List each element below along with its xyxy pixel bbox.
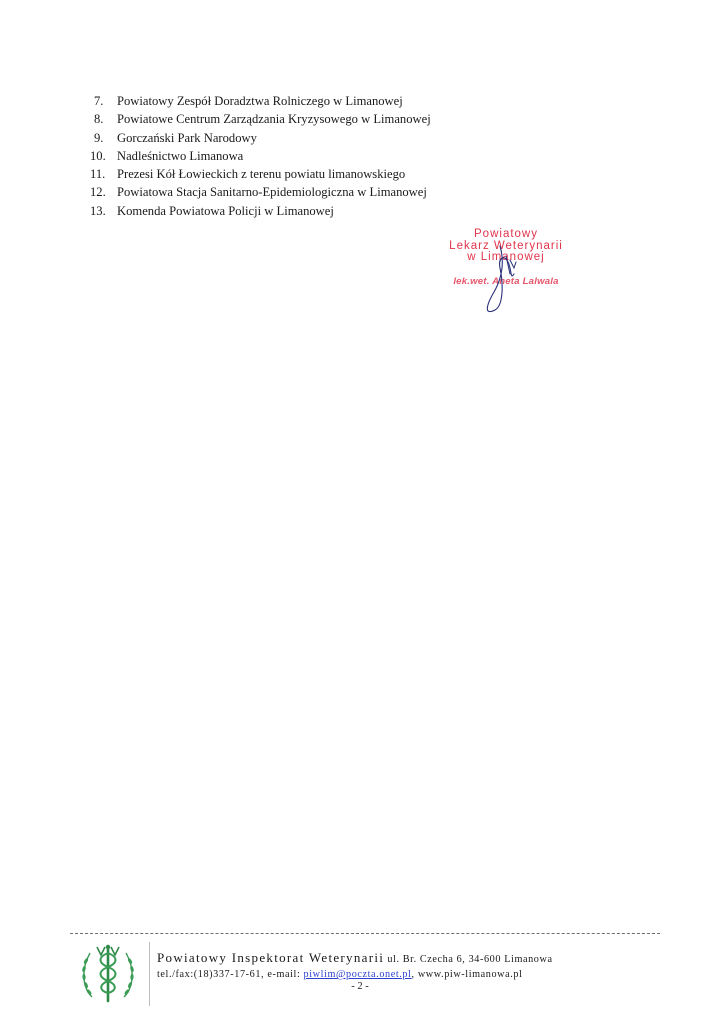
recipient-list <box>90 92 431 220</box>
footer-address-row <box>157 950 553 968</box>
footer-vertical-divider <box>149 942 150 1006</box>
list-item <box>90 183 431 201</box>
stamp-line-2: Lekarz Weterynarii <box>449 240 563 252</box>
stamp-line-1: Powiatowy <box>474 228 538 240</box>
item-text: Powiatowe Centrum Zarządzania Kryzysowego w Limanowej <box>117 112 431 127</box>
list-item <box>90 129 431 147</box>
phone-fax: tel./fax:(18)337-17-61, <box>157 969 265 980</box>
footer-contact <box>157 950 553 982</box>
list-item <box>90 165 431 183</box>
item-number: 7. <box>94 94 104 108</box>
item-text: Nadleśnictwo Limanowa <box>117 148 244 163</box>
item-number: 11. <box>90 167 106 182</box>
list-item <box>90 147 431 165</box>
list-item <box>90 92 431 110</box>
item-text: Powiatowy Zespół Doradztwa Rolniczego w Limanowej <box>117 94 403 108</box>
list-item <box>90 202 431 220</box>
caduceus-logo-icon <box>78 939 138 1005</box>
handwritten-signature <box>470 240 550 320</box>
item-text: Powiatowa Stacja Sanitarno-Epidemiologiczna w Limanowej <box>117 185 427 200</box>
item-number: 9. <box>94 130 104 145</box>
item-number: 12. <box>90 185 106 200</box>
stamp-line-3: w Limanowej <box>467 251 545 263</box>
list-item <box>90 110 431 128</box>
item-text: Prezesi Kół Łowieckich z terenu powiatu limanowskiego <box>117 167 406 182</box>
stamp-line-4: lek.wet. Aneta Lalwala <box>453 276 559 287</box>
organization-address: ul. Br. Czecha 6, 34-600 Limanowa <box>387 954 553 965</box>
item-number: 13. <box>90 203 106 218</box>
organization-name: Powiatowy Inspektorat Weterynarii <box>157 950 385 965</box>
item-number: 8. <box>94 112 104 127</box>
page-number: - 2 - <box>351 981 369 992</box>
email-label: e-mail: <box>267 969 301 980</box>
website: www.piw-limanowa.pl <box>417 969 523 980</box>
item-text: Gorczański Park Narodowy <box>117 130 257 145</box>
email-link[interactable]: piwlim@poczta.onet.pl <box>303 969 412 980</box>
footer-contact-row: tel./fax:(18)337-17-61, e-mail: piwlim@poczta.onet.pl, www.piw-limanowa.pl <box>157 969 523 980</box>
item-number: 10. <box>90 148 106 163</box>
item-text: Komenda Powiatowa Policji w Limanowej <box>117 203 334 218</box>
footer-divider-line <box>70 933 660 934</box>
